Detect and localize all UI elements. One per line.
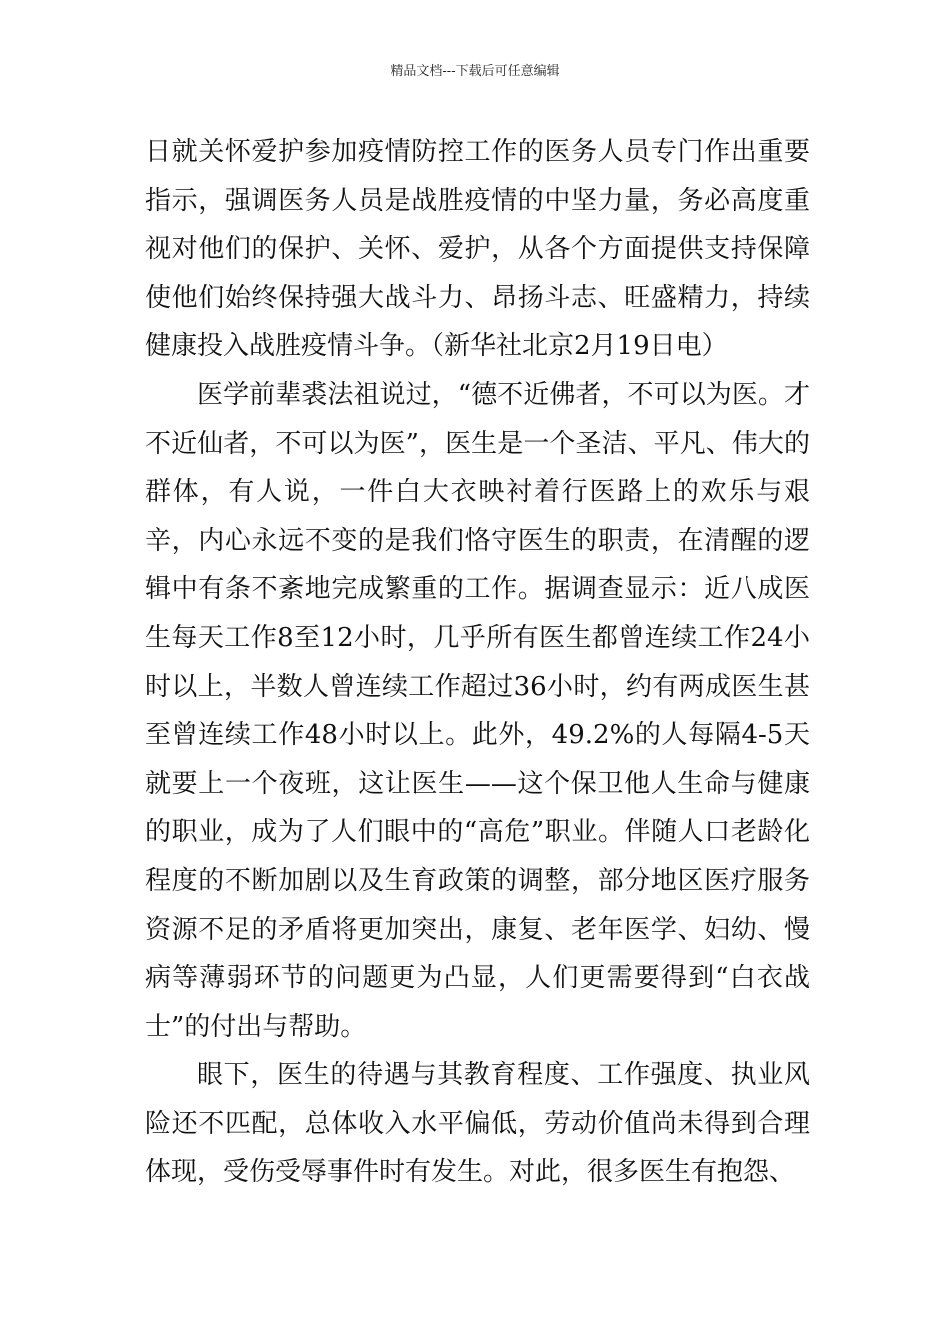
paragraph-doctors-profession: 医学前辈裘法祖说过，“德不近佛者，不可以为医。才不近仙者，不可以为医”，医生是一个圣洁、平凡、伟大的群体，有人说，一件白大衣映衬着行医路上的欢乐与艰辛，内心永远不变的是我们恪守医生的职责，在清醒的逻辑中有条不紊地完成繁重的工作。据调查显示：近八成医生每天工作8至12小时，几乎所有医生都曾连续工作24小时以上，半数人曾连续工作超过36小时，约有两成医生甚至曾连续工作48小时以上。此外，49.2%的人每隔4-5天就要上一个夜班，这让医生——这个保卫他人生命与健康的职业，成为了人们眼中的“高危”职业。伴随人口老龄化程度的不断加剧以及生育政策的调整，部分地区医疗服务资源不足的矛盾将更加突出，康复、老年医学、妇幼、慢病等薄弱环节的问题更为凸显，人们更需要得到“白衣战士”的付出与帮助。 (145, 379, 810, 1042)
document-body (145, 128, 810, 1197)
page-header: 精品文档---下载后可任意编辑 (390, 64, 560, 79)
paragraph-doctors-treatment: 眼下，医生的待遇与其教育程度、工作强度、执业风险还不匹配，总体收入水平偏低，劳动价值尚未得到合理体现，受伤受辱事件时有发生。对此，很多医生有抱怨、 (145, 1060, 810, 1188)
paragraph-continued: 日就关怀爱护参加疫情防控工作的医务人员专门作出重要指示，强调医务人员是战胜疫情的中坚力量，务必高度重视对他们的保护、关怀、爱护，从各个方面提供支持保障使他们始终保持强大战斗力、昂扬斗志、旺盛精力，持续健康投入战胜疫情斗争。（新华社北京2月19日电） (145, 137, 810, 362)
